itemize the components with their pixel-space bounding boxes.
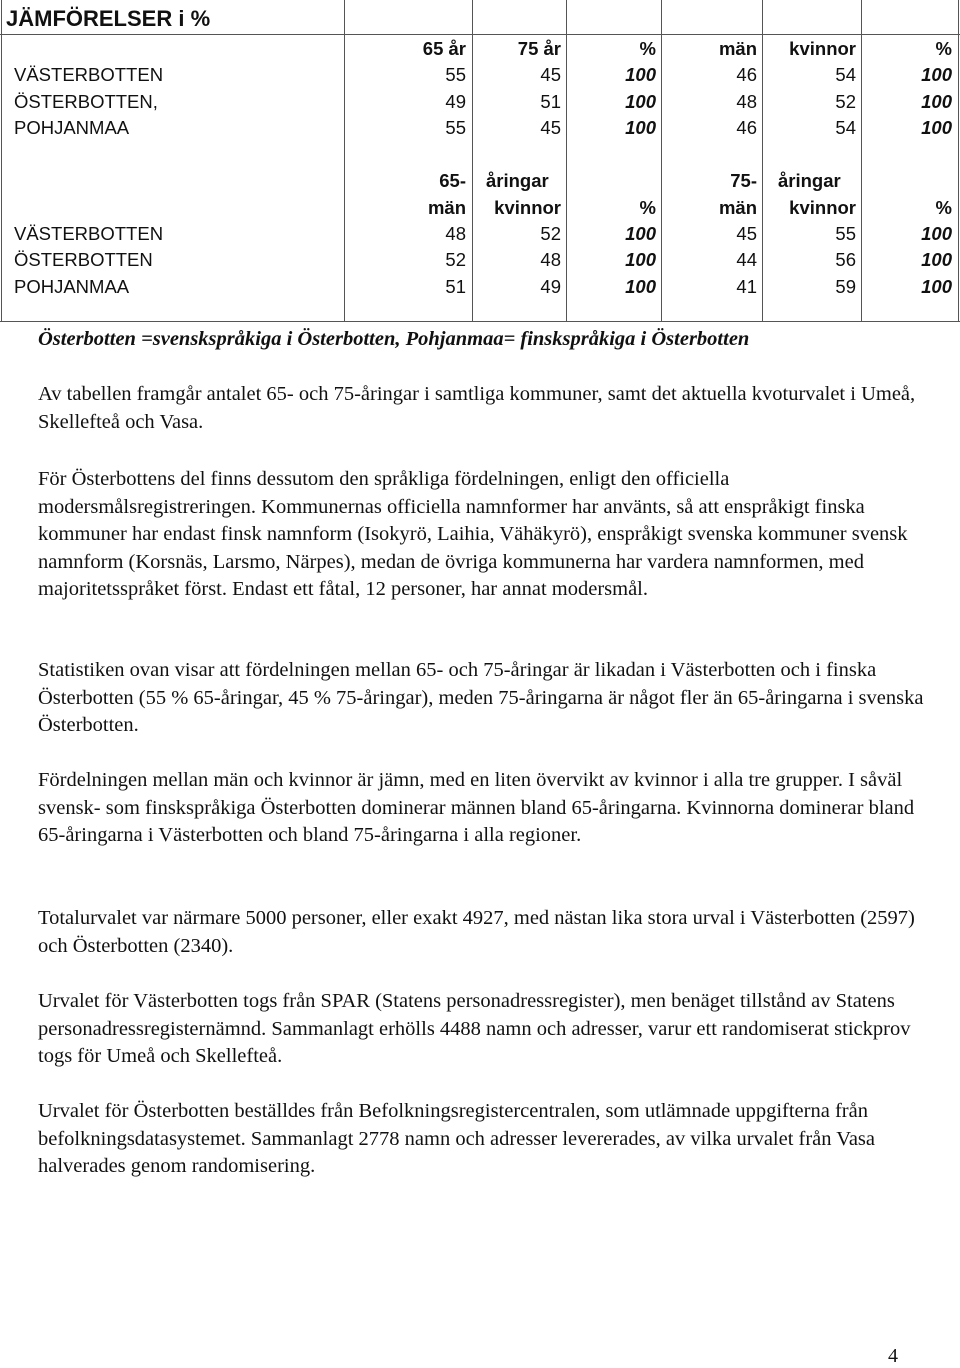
- table-cell: 52: [445, 249, 466, 270]
- table-note: Österbotten =svenskspråkiga i Österbotten, Pohjanmaa= finskspråkiga i Österbotten: [38, 328, 750, 350]
- table-cell: 48: [445, 223, 466, 244]
- group-header-cell: 65-: [439, 170, 466, 191]
- table-cell: 45: [540, 117, 561, 138]
- header-cell: kvinnor: [789, 197, 856, 218]
- region-label: VÄSTERBOTTEN: [14, 64, 164, 85]
- table-cell: 100: [921, 117, 952, 138]
- region-label: ÖSTERBOTTEN: [14, 249, 153, 270]
- table-cell: 48: [736, 91, 757, 112]
- paragraph-gender: Fördelningen mellan män och kvinnor är jämn, med en liten övervikt av kvinnor i alla tre grupper. I såväl svensk- som finskspråkiga Österbotten dominerar männen bland 65-åringarna. Kvinnorna dominerar bland 65-åringarna i Västerbotten och bland 75-åringarna i alla regioner.: [38, 769, 915, 846]
- table-cell: 100: [625, 91, 656, 112]
- table-cell: 54: [835, 117, 856, 138]
- table-cell: 100: [625, 249, 656, 270]
- table-cell: 49: [445, 91, 466, 112]
- group-header-cell: 75-: [730, 170, 757, 191]
- header-cell: män: [718, 197, 757, 218]
- table-cell: 41: [736, 276, 757, 297]
- paragraph-vasterbotten-sample: Urvalet för Västerbotten togs från SPAR (Statens personadressregister), men benäget tillstånd av Statens personadressregisternämnd. Sammanlagt erhölls 4488 namn och adresser, varur ett randomiserat stickprov togs för Umeå och Skellefteå.: [38, 990, 911, 1067]
- table-cell: 46: [736, 117, 757, 138]
- table-cell: 45: [736, 223, 757, 244]
- table-cell: 100: [625, 276, 656, 297]
- table-cell: 100: [921, 91, 952, 112]
- table-cell: 46: [736, 64, 757, 85]
- group-header-cell: åringar: [486, 170, 549, 191]
- table-cell: 100: [625, 64, 656, 85]
- region-label: VÄSTERBOTTEN: [14, 223, 164, 244]
- table-cell: 52: [540, 223, 561, 244]
- header-cell: 75 år: [517, 38, 561, 59]
- comparison-table: [0, 0, 960, 322]
- table-cell: 51: [445, 276, 466, 297]
- header-cell: 65 år: [422, 38, 466, 59]
- header-cell: %: [639, 38, 656, 59]
- header-cell: män: [427, 197, 466, 218]
- paragraph-statistics: Statistiken ovan visar att fördelningen mellan 65- och 75-åringar är likadan i Västerbotten och i finska Österbotten (55 % 65-åringar, 45 % 75-åringar), meden 75-åringarna är något fler än 65-åringarna i svenska Österbotten.: [38, 659, 924, 736]
- table-cell: 55: [835, 223, 856, 244]
- table-cell: 55: [445, 117, 466, 138]
- header-cell: kvinnor: [789, 38, 856, 59]
- region-label: ÖSTERBOTTEN,: [14, 91, 158, 112]
- table-cell: 100: [921, 249, 952, 270]
- header-cell: %: [639, 197, 656, 218]
- region-label: POHJANMAA: [14, 276, 130, 297]
- table-cell: 48: [540, 249, 561, 270]
- header-cell: %: [935, 38, 952, 59]
- table-cell: 55: [445, 64, 466, 85]
- table-title: JÄMFÖRELSER i %: [6, 6, 211, 31]
- page-number: 4: [888, 1345, 898, 1367]
- table-cell: 56: [835, 249, 856, 270]
- table-cell: 45: [540, 64, 561, 85]
- table-cell: 100: [921, 223, 952, 244]
- paragraph-language: För Österbottens del finns dessutom den språkliga fördelningen, enligt den officiella modersmålsregistreringen. Kommunernas officiella namnformer har använts, så att enspråkigt finska kommuner har endast finsk namnform (Isokyrö, Laihia, Vähäkyrö), enspråkigt svenska kommuner svensk namnform (Korsnäs, Larsmo, Närpes), medan de övriga kommunerna har vardera namnformen, med majoritetsspråket först. Endast ett fåtal, 12 personer, har annat modersmål.: [38, 468, 908, 600]
- paragraph-total-sample: Totalurvalet var närmare 5000 personer, eller exakt 4927, med nästan lika stora urval i Västerbotten (2597) och Österbotten (2340).: [38, 907, 915, 957]
- table-cell: 100: [921, 276, 952, 297]
- table-cell: 51: [540, 91, 561, 112]
- table-cell: 49: [540, 276, 561, 297]
- table-cell: 44: [736, 249, 757, 270]
- table-cell: 100: [625, 117, 656, 138]
- header-cell: kvinnor: [494, 197, 561, 218]
- paragraph-intro: Av tabellen framgår antalet 65- och 75-åringar i samtliga kommuner, samt det aktuella kvoturvalet i Umeå, Skellefteå och Vasa.: [38, 383, 916, 433]
- table-cell: 54: [835, 64, 856, 85]
- header-cell: män: [718, 38, 757, 59]
- table-cell: 52: [835, 91, 856, 112]
- table-cell: 100: [625, 223, 656, 244]
- header-cell: %: [935, 197, 952, 218]
- paragraph-osterbotten-sample: Urvalet för Österbotten beställdes från Befolkningsregistercentralen, som utlämnade uppgifterna från befolkningsdatasystemet. Sammanlagt 2778 namn och adresser levererades, av vilka urvalet från Vasa halverades genom randomisering.: [38, 1100, 875, 1177]
- table-cell: 100: [921, 64, 952, 85]
- group-header-cell: åringar: [778, 170, 841, 191]
- table-cell: 59: [835, 276, 856, 297]
- region-label: POHJANMAA: [14, 117, 130, 138]
